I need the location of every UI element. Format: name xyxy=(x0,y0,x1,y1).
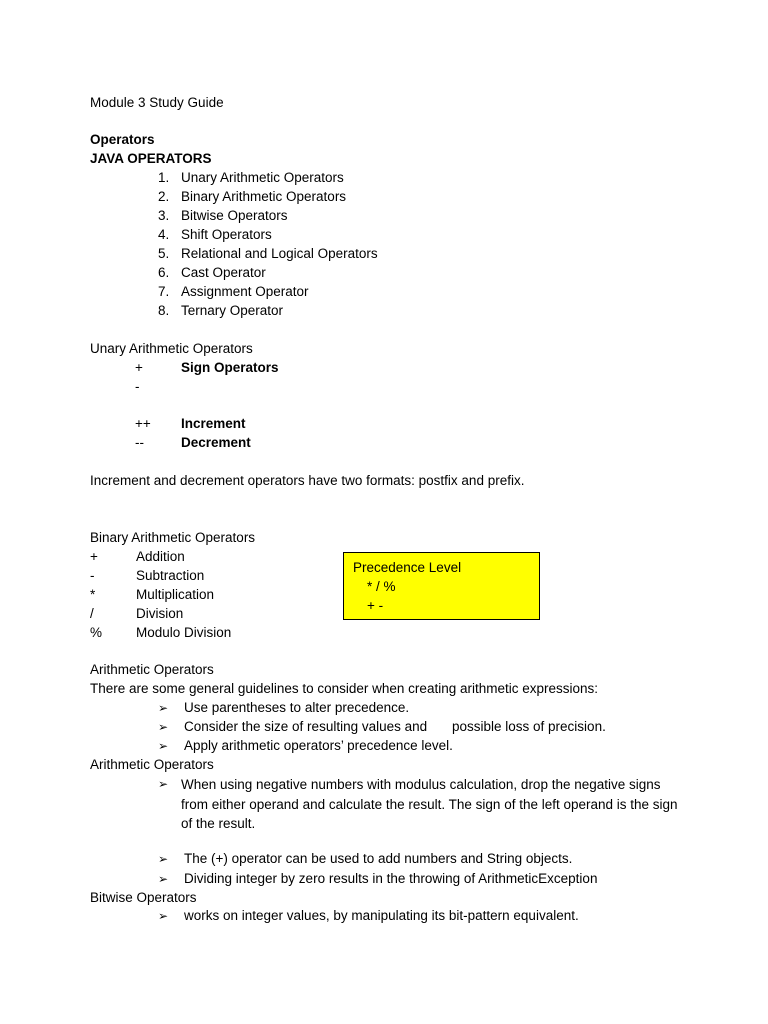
arrowhead-bullet-icon: ➢ xyxy=(158,777,169,791)
operator-symbol: + xyxy=(90,549,98,564)
operator-symbol: + xyxy=(135,360,143,375)
precedence-level-2: + - xyxy=(367,598,384,613)
arrowhead-bullet-icon: ➢ xyxy=(158,872,169,886)
arithmetic-heading: Arithmetic Operators xyxy=(90,662,214,677)
arrowhead-bullet-icon: ➢ xyxy=(158,909,169,923)
document-title: Module 3 Study Guide xyxy=(90,95,224,110)
operator-label: Decrement xyxy=(181,435,251,450)
java-operators-heading: JAVA OPERATORS xyxy=(90,151,212,166)
unary-heading: Unary Arithmetic Operators xyxy=(90,341,253,356)
arrowhead-bullet-icon: ➢ xyxy=(158,701,169,715)
list-item: Bitwise Operators xyxy=(181,208,288,223)
arithmetic-intro: There are some general guidelines to consider when creating arithmetic expressions: xyxy=(90,681,599,696)
operator-label: Subtraction xyxy=(136,568,205,583)
arrowhead-bullet-icon: ➢ xyxy=(158,852,169,866)
bullet-text: When using negative numbers with modulus calculation, drop the negative signs from either operand and calculate the result. The sign of the left operand is the sign of the result. xyxy=(181,777,678,831)
operator-label: Division xyxy=(136,606,184,621)
list-number: 3. xyxy=(158,208,170,223)
arrowhead-bullet-icon: ➢ xyxy=(158,739,169,753)
operator-label: Sign Operators xyxy=(181,360,279,375)
list-item: Relational and Logical Operators xyxy=(181,246,378,261)
operator-symbol: - xyxy=(90,568,95,583)
operator-symbol: * xyxy=(90,587,96,602)
list-number: 8. xyxy=(158,303,170,318)
list-item: Unary Arithmetic Operators xyxy=(181,170,344,185)
bullet-text: Use parentheses to alter precedence. xyxy=(184,700,410,715)
bullet-text: The (+) operator can be used to add numbers and String objects. xyxy=(184,851,573,866)
list-item: Assignment Operator xyxy=(181,284,309,299)
operator-symbol: % xyxy=(90,625,103,640)
precedence-level-1: * / % xyxy=(367,579,396,594)
list-number: 4. xyxy=(158,227,170,242)
bitwise-heading: Bitwise Operators xyxy=(90,890,197,905)
list-number: 7. xyxy=(158,284,170,299)
bullet-text-tail: possible loss of precision. xyxy=(452,719,606,734)
operator-symbol: ++ xyxy=(135,416,151,431)
arrowhead-bullet-icon: ➢ xyxy=(158,720,169,734)
operator-symbol: - xyxy=(135,379,140,394)
binary-heading: Binary Arithmetic Operators xyxy=(90,530,256,545)
arithmetic-heading-2: Arithmetic Operators xyxy=(90,757,214,772)
operator-symbol: -- xyxy=(135,435,144,450)
precedence-box xyxy=(343,552,540,620)
list-item: Binary Arithmetic Operators xyxy=(181,189,347,204)
bullet-text: works on integer values, by manipulating its bit-pattern equivalent. xyxy=(184,908,579,923)
list-item: Ternary Operator xyxy=(181,303,284,318)
list-number: 1. xyxy=(158,170,170,185)
list-number: 5. xyxy=(158,246,170,261)
operator-label: Addition xyxy=(136,549,185,564)
operators-heading: Operators xyxy=(90,132,155,147)
bullet-text: Dividing integer by zero results in the throwing of ArithmeticException xyxy=(184,871,598,886)
bullet-text: Consider the size of resulting values and xyxy=(184,719,428,734)
operator-symbol: / xyxy=(90,606,94,621)
operator-label: Increment xyxy=(181,416,246,431)
list-number: 6. xyxy=(158,265,170,280)
operator-label: Modulo Division xyxy=(136,625,232,640)
precedence-title: Precedence Level xyxy=(353,560,462,575)
bullet-text: Apply arithmetic operators’ precedence level. xyxy=(184,738,453,753)
list-item: Cast Operator xyxy=(181,265,266,280)
list-number: 2. xyxy=(158,189,170,204)
unary-note: Increment and decrement operators have two formats: postfix and prefix. xyxy=(90,473,525,488)
list-item: Shift Operators xyxy=(181,227,272,242)
operator-label: Multiplication xyxy=(136,587,215,602)
